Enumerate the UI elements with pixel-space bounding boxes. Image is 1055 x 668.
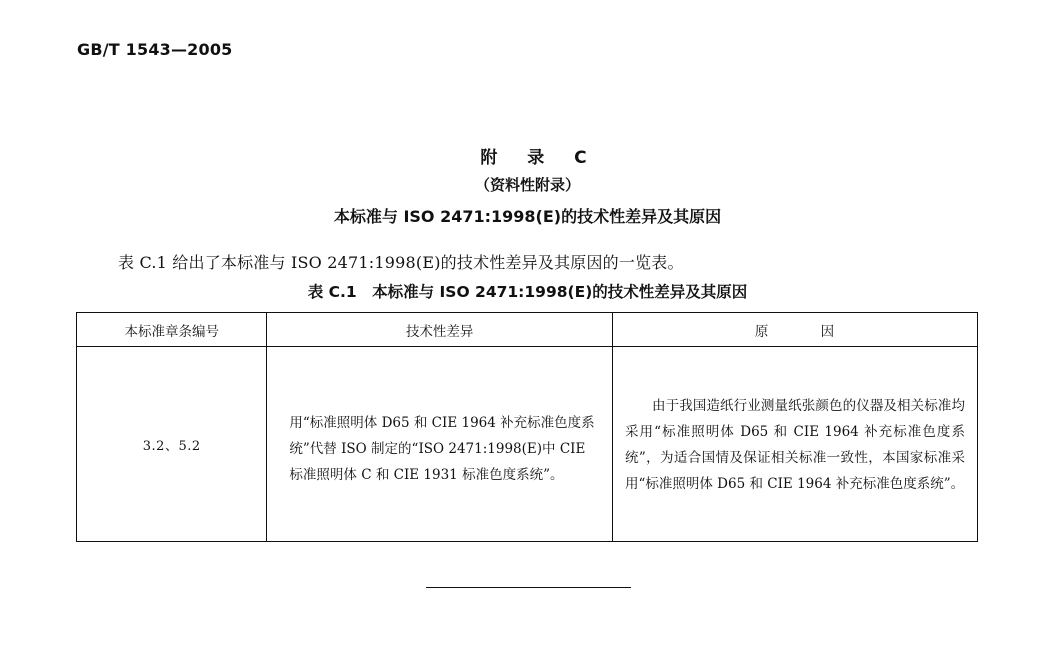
cell-clause-number: 3.2、5.2 (77, 347, 267, 542)
standard-number: GB/T 1543—2005 (77, 40, 233, 59)
table-caption: 表 C.1 本标准与 ISO 2471:1998(E)的技术性差异及其原因 (307, 283, 748, 301)
intro-paragraph: 表 C.1 给出了本标准与 ISO 2471:1998(E)的技术性差异及其原因的一览表。 (118, 253, 684, 272)
annex-subject: 本标准与 ISO 2471:1998(E)的技术性差异及其原因 (333, 207, 722, 226)
annex-type: （资料性附录） (474, 176, 580, 194)
header-clause-number: 本标准章条编号 (77, 313, 267, 347)
reason-text: 由于我国造纸行业测量纸张颜色的仪器及相关标准均采用“标准照明体 D65 和 CIE 1964 补充标准色度系统”，为适合国情及保证相关标准一致性，本国家标准采用“标准照明体 D65 和 CIE 1964 补充标准色度系统”。 (624, 398, 965, 492)
table-row (77, 347, 978, 542)
header-technical-difference: 技术性差异 (267, 313, 613, 347)
difference-text: 用“标准照明体 D65 和 CIE 1964 补充标准色度系统”代替 ISO 制定的“ISO 2471:1998(E)中 CIE 标准照明体 C 和 CIE 1931 标准色度系统”。 (289, 415, 595, 483)
annex-title: 附 录 C (480, 148, 599, 168)
cell-reason (612, 347, 977, 542)
header-reason: 原 因 (612, 313, 977, 347)
differences-table (76, 312, 978, 542)
end-rule (426, 587, 631, 588)
cell-technical-difference (267, 347, 613, 542)
table-header-row (77, 313, 978, 347)
